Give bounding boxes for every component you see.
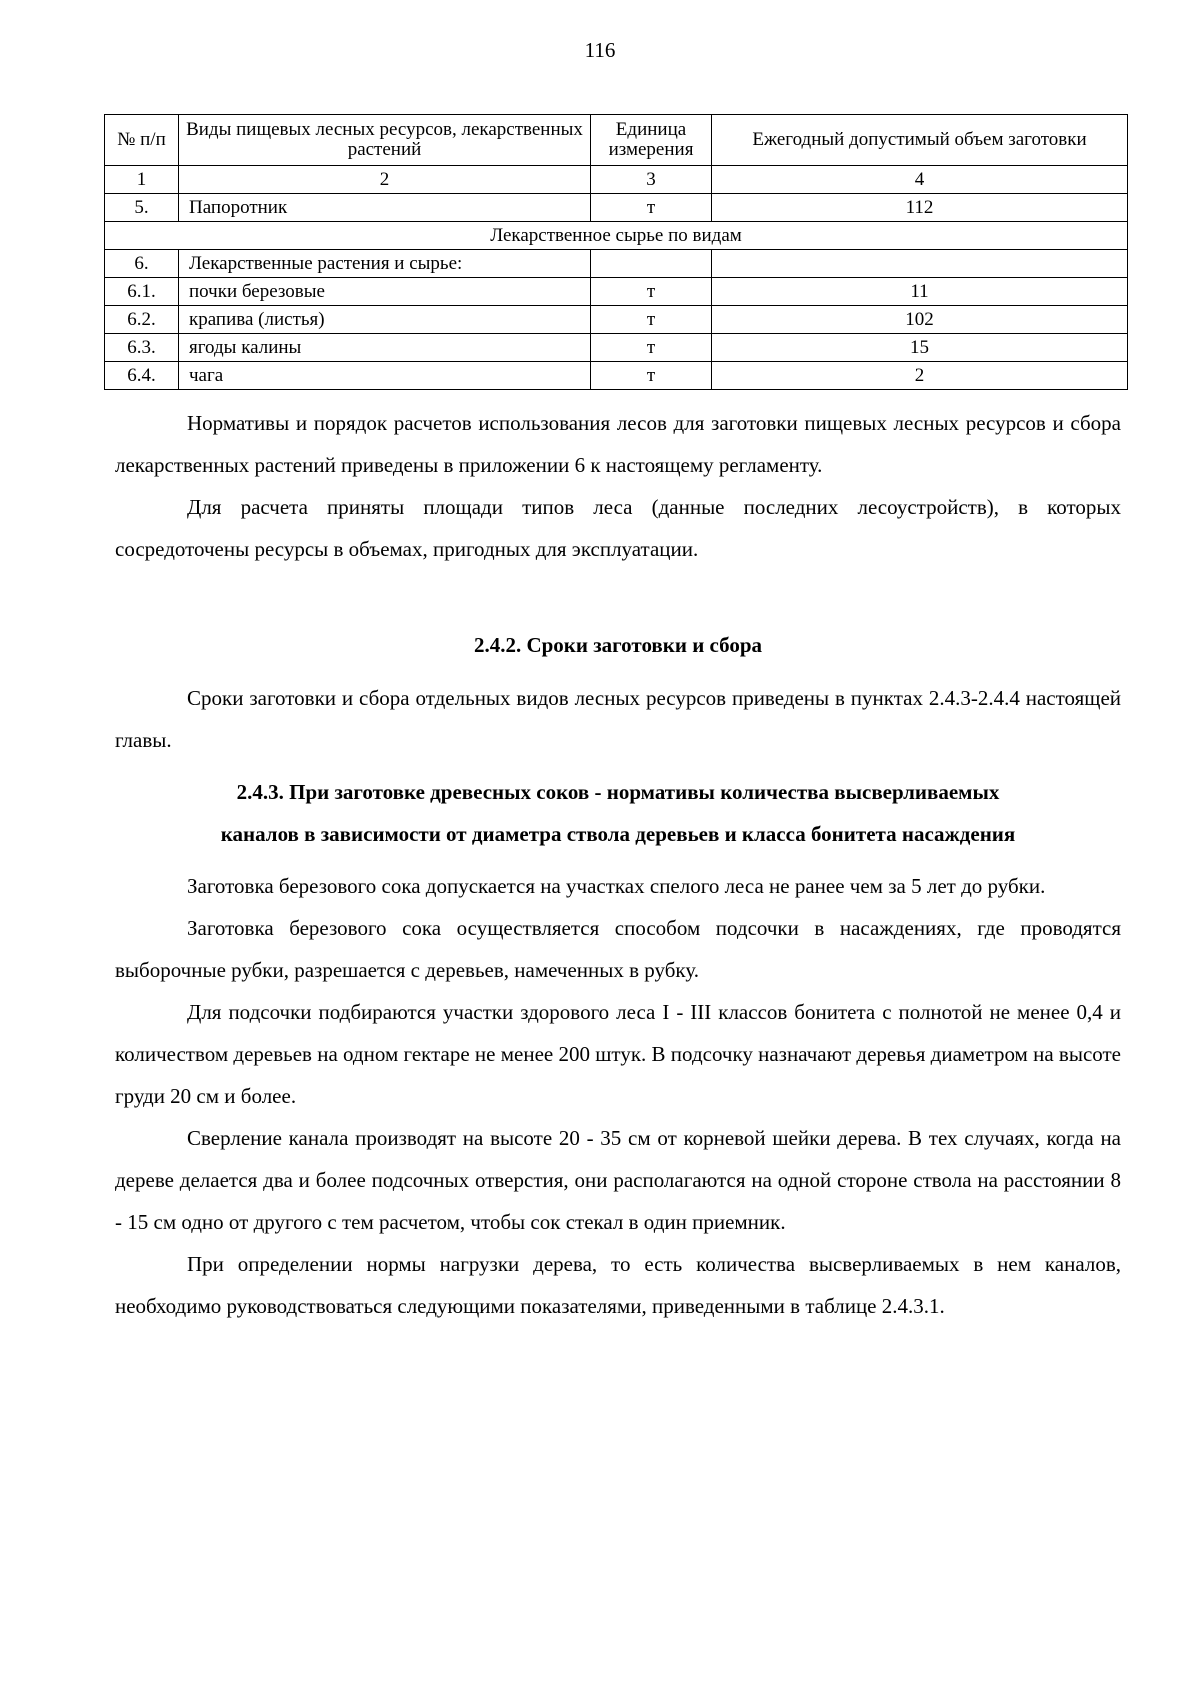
paragraph: Сроки заготовки и сбора отдельных видов лесных ресурсов приведены в пунктах 2.4.3-2.4.4 настоящей главы. [115,686,1121,752]
row-number: 6.3. [105,334,179,362]
row-name: Папоротник [179,194,591,222]
row-unit: т [591,194,712,222]
header-unit: Единица измерения [591,115,712,166]
row-number: 6. [105,250,179,278]
heading-2-4-3-line2: каналов в зависимости от диаметра ствола деревьев и класса бонитета насаждения [220,822,1016,846]
row-volume: 102 [712,306,1128,334]
paragraph: Заготовка березового сока допускается на участках спелого леса не ранее чем за 5 лет до рубки. [187,874,1046,898]
header-resource-type: Виды пищевых лесных ресурсов, лекарственных растений [179,115,591,166]
table-row [105,334,1128,362]
row-name: крапива (листья) [179,306,591,334]
heading-2-4-2: 2.4.2. Сроки заготовки и сбора [473,633,763,657]
table-row [105,362,1128,390]
row-volume [712,250,1128,278]
index-cell: 2 [179,166,591,194]
row-unit: т [591,278,712,306]
heading-2-4-3-line1: 2.4.3. При заготовке древесных соков - нормативы количества высверливаемых [236,780,1000,804]
row-name: чага [179,362,591,390]
row-unit: т [591,334,712,362]
row-unit [591,250,712,278]
row-number: 6.1. [105,278,179,306]
index-cell: 1 [105,166,179,194]
header-number: № п/п [105,115,179,166]
row-volume: 112 [712,194,1128,222]
page-number: 116 [584,38,616,62]
row-number: 5. [105,194,179,222]
paragraph: Для расчета приняты площади типов леса (данные последних лесоустройств), в которых сосредоточены ресурсы в объемах, пригодных для эксплуатации. [115,495,1121,561]
row-number: 6.4. [105,362,179,390]
table-row [105,306,1128,334]
row-unit: т [591,362,712,390]
table-index-row [105,166,1128,194]
row-name: почки березовые [179,278,591,306]
row-number: 6.2. [105,306,179,334]
paragraph: При определении нормы нагрузки дерева, то есть количества высверливаемых в нем каналов, необходимо руководствоваться следующими показателями, приведенными в таблице 2.4.3.1. [115,1252,1121,1318]
table-header-row [105,115,1128,166]
header-annual-volume: Ежегодный допустимый объем заготовки [712,115,1128,166]
body-text-3 [115,865,1121,1327]
table-row [105,194,1128,222]
section-title: Лекарственное сырье по видам [105,222,1128,250]
table-section-row [105,222,1128,250]
paragraph: Нормативы и порядок расчетов использования лесов для заготовки пищевых лесных ресурсов и сбора лекарственных растений приведены в приложении 6 к настоящему регламенту. [115,411,1121,477]
row-volume: 15 [712,334,1128,362]
body-text-2 [115,677,1121,761]
row-volume: 11 [712,278,1128,306]
row-name: ягоды калины [179,334,591,362]
row-name: Лекарственные растения и сырье: [179,250,591,278]
row-unit: т [591,306,712,334]
section-2-4-3 [115,771,1121,855]
paragraph: Для подсочки подбираются участки здорового леса I - III классов бонитета с полнотой не менее 0,4 и количеством деревьев на одном гектаре не менее 200 штук. В подсочку назначают деревья диаметром на высоте груди 20 см и более. [115,1000,1121,1108]
table-row [105,250,1128,278]
section-2-4-2 [115,624,1121,666]
body-text-1 [115,402,1121,570]
paragraph: Сверление канала производят на высоте 20 - 35 см от корневой шейки дерева. В тех случаях, когда на дереве делается два и более подсочных отверстия, они располагаются на одной стороне ствола на расстоянии 8 - 15 см одно от другого с тем расчетом, чтобы сок стекал в один приемник. [115,1126,1121,1234]
paragraph: Заготовка березового сока осуществляется способом подсочки в насаждениях, где проводятся выборочные рубки, разрешается с деревьев, намеченных в рубку. [115,916,1121,982]
index-cell: 3 [591,166,712,194]
resources-table [104,114,1128,390]
index-cell: 4 [712,166,1128,194]
table-row [105,278,1128,306]
row-volume: 2 [712,362,1128,390]
